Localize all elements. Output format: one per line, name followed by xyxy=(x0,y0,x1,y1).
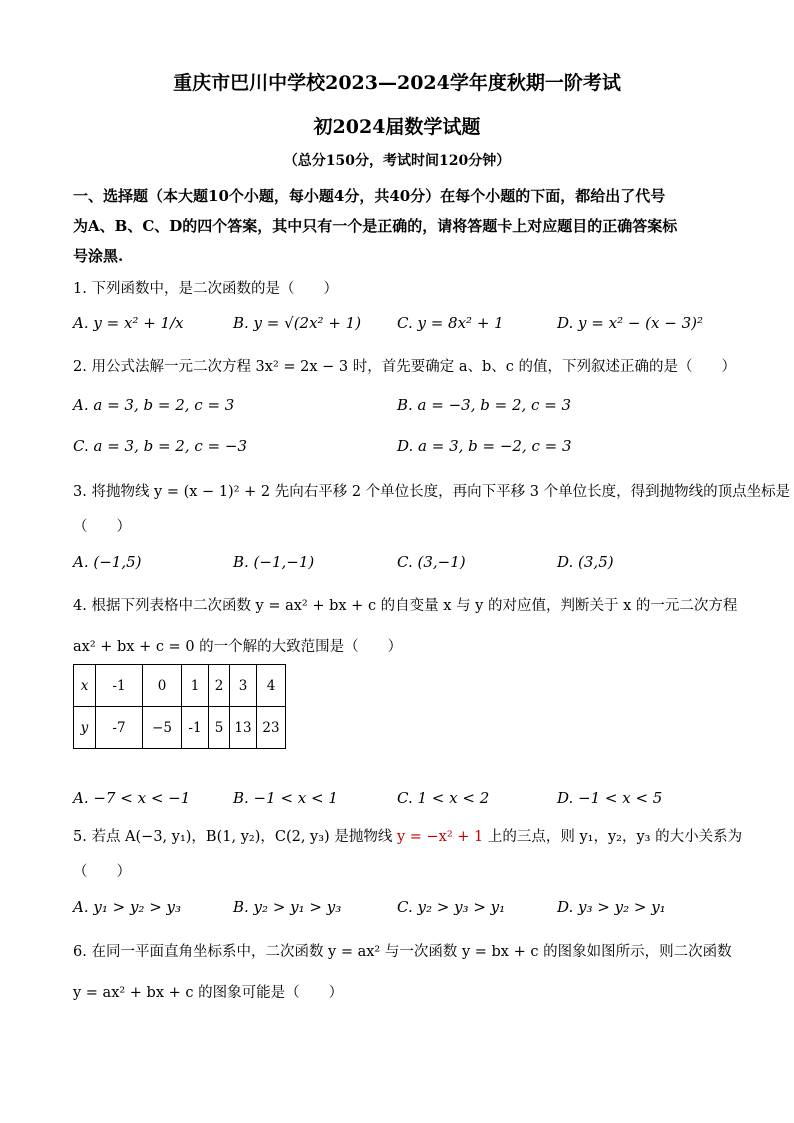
table-cell: -7 xyxy=(96,707,143,749)
q4-stem-line2: ax² + bx + c = 0 的一个解的大致范围是（ ） xyxy=(73,639,403,655)
q5-option-a: A. y₁ > y₂ > y₃ xyxy=(73,898,182,916)
table-header-y: y xyxy=(74,707,96,749)
q5-option-b: B. y₂ > y₁ > y₃ xyxy=(233,898,342,916)
table-cell: 4 xyxy=(257,665,286,707)
xy-value-table xyxy=(73,664,286,749)
section-instructions-line1: 一、选择题（本大题10个小题，每小题4分，共40分）在每个小题的下面，都给出了代号 xyxy=(73,187,666,205)
table-cell: 1 xyxy=(182,665,209,707)
q5-option-d: D. y₃ > y₂ > y₁ xyxy=(557,898,666,916)
table-cell: -1 xyxy=(182,707,209,749)
q6-stem-line2: y = ax² + bx + c 的图象可能是（ ） xyxy=(73,985,344,1001)
table-cell: 5 xyxy=(209,707,230,749)
table-cell: 23 xyxy=(257,707,286,749)
q5-option-c: C. y₂ > y₃ > y₁ xyxy=(397,898,506,916)
q4-option-b: B. −1 < x < 1 xyxy=(233,789,338,807)
q4-option-d: D. −1 < x < 5 xyxy=(557,789,663,807)
table-row-x xyxy=(74,665,286,707)
q3-stem: 3. 将抛物线 y = (x − 1)² + 2 先向右平移 2 个单位长度，再向下平移 3 个单位长度，得到抛物线的顶点坐标是 xyxy=(73,484,791,500)
q5-stem-pre: 5. 若点 A(−3, y₁)，B(1, y₂)，C(2, y₃) 是抛物线 xyxy=(73,829,397,845)
q6-stem-line1: 6. 在同一平面直角坐标系中，二次函数 y = ax² 与一次函数 y = bx + c 的图象如图所示，则二次函数 xyxy=(73,944,732,960)
q3-blank: （ ） xyxy=(73,519,131,535)
q1-option-a: A. y = x² + 1/x xyxy=(73,314,184,332)
q4-stem-line1: 4. 根据下列表格中二次函数 y = ax² + bx + c 的自变量 x 与 y 的对应值，判断关于 x 的一元二次方程 xyxy=(73,598,738,614)
q2-option-c: C. a = 3, b = 2, c = −3 xyxy=(73,437,248,455)
table-cell: −5 xyxy=(143,707,182,749)
q5-stem xyxy=(73,825,742,846)
q5-stem-post: 上的三点，则 y₁，y₂，y₃ 的大小关系为 xyxy=(483,829,743,845)
table-row-y xyxy=(74,707,286,749)
q1-option-c: C. y = 8x² + 1 xyxy=(397,314,504,332)
q3-option-a: A. (−1,5) xyxy=(73,553,142,571)
table-cell: 3 xyxy=(230,665,257,707)
q1-option-b: B. y = √(2x² + 1) xyxy=(233,314,362,332)
section-instructions-line3: 号涂黑. xyxy=(73,247,124,265)
exam-info: （总分150分，考试时间120分钟） xyxy=(283,153,511,169)
q2-option-d: D. a = 3, b = −2, c = 3 xyxy=(397,437,572,455)
q1-stem: 1. 下列函数中，是二次函数的是（ ） xyxy=(73,281,338,297)
q1-option-d: D. y = x² − (x − 3)² xyxy=(557,314,704,332)
exam-subtitle: 初2024届数学试题 xyxy=(313,116,481,138)
table-cell: 0 xyxy=(143,665,182,707)
q4-option-c: C. 1 < x < 2 xyxy=(397,789,490,807)
q2-option-b: B. a = −3, b = 2, c = 3 xyxy=(397,396,572,414)
exam-title: 重庆市巴川中学校2023—2024学年度秋期一阶考试 xyxy=(173,72,621,94)
table-cell: 13 xyxy=(230,707,257,749)
table-cell: -1 xyxy=(96,665,143,707)
q2-option-a: A. a = 3, b = 2, c = 3 xyxy=(73,396,235,414)
q3-option-b: B. (−1,−1) xyxy=(233,553,315,571)
q2-stem: 2. 用公式法解一元二次方程 3x² = 2x − 3 时，首先要确定 a、b、c 的值，下列叙述正确的是（ ） xyxy=(73,359,737,375)
table-header-x: x xyxy=(74,665,96,707)
section-instructions-line2: 为A、B、C、D的四个答案，其中只有一个是正确的，请将答题卡上对应题目的正确答案标 xyxy=(73,217,678,235)
table-cell: 2 xyxy=(209,665,230,707)
q5-blank: （ ） xyxy=(73,864,131,880)
q3-option-d: D. (3,5) xyxy=(557,553,614,571)
q3-option-c: C. (3,−1) xyxy=(397,553,466,571)
q5-parabola-expr: y = −x² + 1 xyxy=(396,829,484,845)
q4-option-a: A. −7 < x < −1 xyxy=(73,789,191,807)
